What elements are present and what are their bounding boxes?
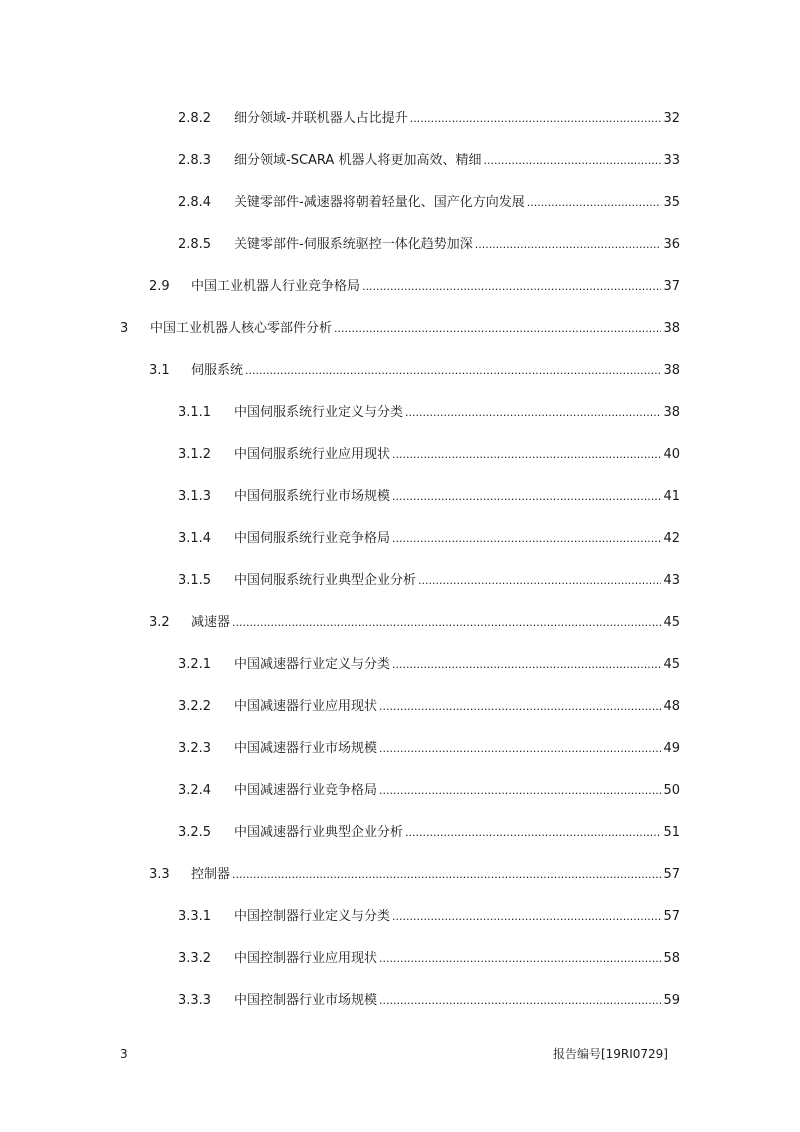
toc-entry[interactable] [178,403,680,423]
toc-entry-number: 2.8.5 [178,237,212,252]
toc-entry-title: 中国伺服系统行业典型企业分析 [234,573,417,588]
toc-entry-page: 51 [663,825,680,840]
toc-entry-title: 伺服系统 [191,363,244,378]
toc-entry[interactable] [178,529,680,549]
toc-entry-title: 中国伺服系统行业竞争格局 [234,531,391,546]
toc-entry-number: 2.8.4 [178,195,212,210]
toc-entry-number: 2.8.2 [178,111,212,126]
toc-entry-number: 3.3 [149,867,170,882]
toc-entry-page: 45 [663,657,680,672]
toc-leader-dots [379,781,661,801]
toc-entry-page: 32 [663,111,680,126]
toc-entry-page: 40 [663,447,680,462]
toc-entry-number: 3.1.5 [178,573,212,588]
toc-entry-number: 3.2.3 [178,741,212,756]
toc-entry[interactable] [178,739,680,759]
toc-entry-page: 38 [663,363,680,378]
toc-leader-dots [410,109,662,129]
toc-entry-number: 3.1.1 [178,405,212,420]
toc-entry-page: 38 [663,321,680,336]
toc-entry-number: 3.1.3 [178,489,212,504]
toc-entry[interactable] [149,277,680,297]
toc-entry-title: 中国减速器行业竞争格局 [234,783,378,798]
toc-leader-dots [379,697,661,717]
toc-entry-number: 2.9 [149,279,170,294]
toc-leader-dots [245,361,661,381]
toc-entry-page: 50 [663,783,680,798]
toc-leader-dots [392,529,661,549]
toc-entry-title: 中国减速器行业应用现状 [234,699,378,714]
toc-leader-dots [379,991,661,1011]
toc-entry-title: 中国工业机器人行业竞争格局 [191,279,361,294]
toc-entry[interactable] [178,571,680,591]
toc-entry-number: 3.2.2 [178,699,212,714]
toc-entry-page: 36 [663,237,680,252]
toc-leader-dots [379,949,661,969]
toc-entry-page: 48 [663,699,680,714]
toc-entry-page: 43 [663,573,680,588]
toc-leader-dots [392,655,661,675]
toc-entry-number: 3.2 [149,615,170,630]
toc-entry-title: 中国控制器行业应用现状 [234,951,378,966]
toc-entry[interactable] [178,487,680,507]
toc-entry-number: 3.3.1 [178,909,212,924]
toc-entry[interactable] [178,235,680,255]
toc-leader-dots [334,319,661,339]
toc-entry[interactable] [149,361,680,381]
toc-entry-number: 3.1 [149,363,170,378]
footer-report-code: 报告编号[19RI0729] [552,1047,668,1061]
toc-entry-title: 中国减速器行业典型企业分析 [234,825,404,840]
toc-leader-dots [362,277,661,297]
toc-leader-dots [392,907,661,927]
toc-entry[interactable] [178,949,680,969]
toc-entry-title: 中国控制器行业定义与分类 [234,909,391,924]
toc-entry[interactable] [178,445,680,465]
toc-entry-number: 3.1.4 [178,531,212,546]
toc-entry[interactable] [178,697,680,717]
toc-entry[interactable] [178,151,680,171]
toc-entry-title: 细分领域-SCARA 机器人将更加高效、精细 [234,153,482,168]
toc-entry-page: 41 [663,489,680,504]
toc-entry-title: 关键零部件-减速器将朝着轻量化、国产化方向发展 [234,195,525,210]
toc-entry-title: 中国伺服系统行业定义与分类 [234,405,404,420]
toc-entry-page: 59 [663,993,680,1008]
toc-leader-dots [405,823,661,843]
toc-leader-dots [418,571,661,591]
toc-leader-dots [392,445,661,465]
toc-entry[interactable] [178,907,680,927]
toc-entry-page: 57 [663,867,680,882]
toc-entry-number: 3.3.2 [178,951,212,966]
toc-entry-page: 33 [663,153,680,168]
toc-entry-title: 中国减速器行业市场规模 [234,741,378,756]
toc-entry-title: 中国伺服系统行业应用现状 [234,447,391,462]
toc-entry-title: 中国减速器行业定义与分类 [234,657,391,672]
toc-leader-dots [232,865,661,885]
toc-entry-title: 关键零部件-伺服系统驱控一体化趋势加深 [234,237,473,252]
toc-entry[interactable] [178,991,680,1011]
toc-leader-dots [392,487,661,507]
toc-entry[interactable] [178,823,680,843]
toc-entry-page: 37 [663,279,680,294]
toc-entry-page: 49 [663,741,680,756]
toc-entry[interactable] [178,655,680,675]
toc-entry-number: 3 [120,321,129,336]
toc-entry[interactable] [178,781,680,801]
toc-leader-dots [483,151,661,171]
toc-entry[interactable] [178,109,680,129]
toc-leader-dots [379,739,661,759]
toc-entry-title: 细分领域-并联机器人占比提升 [234,111,408,126]
toc-entry-number: 3.2.5 [178,825,212,840]
toc-leader-dots [527,193,662,213]
toc-entry-number: 3.3.3 [178,993,212,1008]
toc-entry-page: 45 [663,615,680,630]
toc-entry-page: 57 [663,909,680,924]
toc-entry-page: 35 [663,195,680,210]
toc-entry-title: 控制器 [191,867,231,882]
toc-entry-title: 中国伺服系统行业市场规模 [234,489,391,504]
toc-entry-number: 2.8.3 [178,153,212,168]
toc-entry[interactable] [149,865,680,885]
toc-leader-dots [405,403,661,423]
toc-entry-number: 3.2.1 [178,657,212,672]
toc-leader-dots [232,613,661,633]
toc-entry-title: 中国工业机器人核心零部件分析 [150,321,333,336]
toc-entry-title: 减速器 [191,615,231,630]
toc-entry[interactable] [178,193,680,213]
toc-entry[interactable] [120,319,680,339]
toc-entry[interactable] [149,613,680,633]
toc-entry-page: 38 [663,405,680,420]
toc-entry-title: 中国控制器行业市场规模 [234,993,378,1008]
toc-entry-number: 3.1.2 [178,447,212,462]
toc-entry-page: 58 [663,951,680,966]
footer-page-number: 3 [120,1047,128,1061]
toc-entry-page: 42 [663,531,680,546]
toc-leader-dots [475,235,662,255]
toc-entry-number: 3.2.4 [178,783,212,798]
